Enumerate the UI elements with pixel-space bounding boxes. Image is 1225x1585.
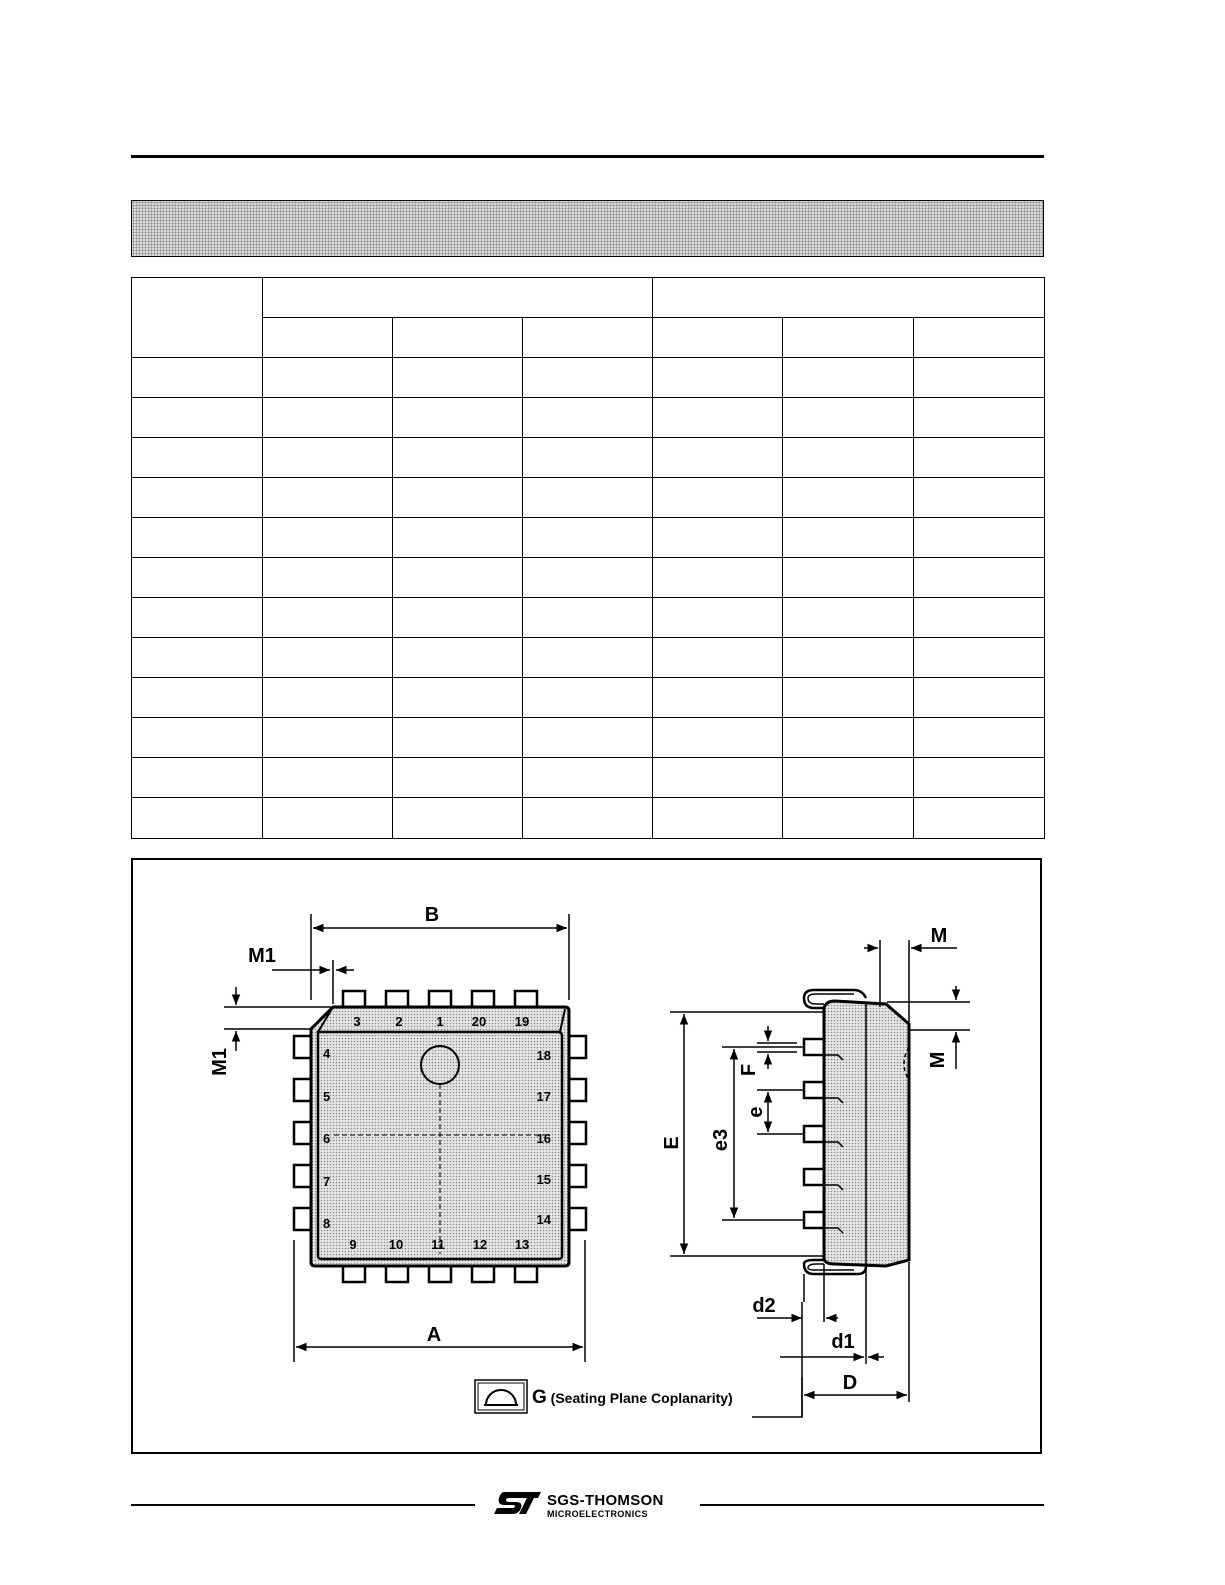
dim-label-e: e (745, 1106, 767, 1118)
top-rule (131, 155, 1044, 158)
pin-label-18: 18 (536, 1048, 551, 1063)
dim-label-D: D (842, 1372, 858, 1394)
section-header-bar (131, 200, 1044, 257)
table-row (132, 438, 1045, 478)
table-header-inch (653, 278, 1045, 318)
pin-label-13: 13 (514, 1237, 530, 1252)
pin-label-10: 10 (388, 1237, 404, 1252)
pin-label-15: 15 (536, 1172, 551, 1187)
dim-label-e3: e3 (710, 1128, 732, 1152)
coplanarity-legend (475, 1380, 733, 1413)
dim-label-B: B (424, 904, 440, 926)
table-subheader (783, 318, 914, 358)
package-drawing-svg (133, 860, 1044, 1456)
dim-label-M-top: M (930, 925, 948, 947)
table-row (132, 718, 1045, 758)
table-subheader (263, 318, 393, 358)
dim-label-A: A (426, 1324, 442, 1346)
top-view (294, 991, 586, 1282)
coplanarity-symbol: G (532, 1387, 547, 1408)
pin-label-17: 17 (536, 1089, 551, 1104)
dim-label-M1-side: M1 (209, 1048, 231, 1076)
pin-label-16: 16 (536, 1131, 551, 1146)
table-subheader (393, 318, 523, 358)
brand-name: SGS-THOMSON (547, 1492, 664, 1509)
table-row (132, 758, 1045, 798)
table-header-symbol (132, 278, 263, 358)
table-subheader (523, 318, 653, 358)
table-header-mm (263, 278, 653, 318)
pin-label-12: 12 (472, 1237, 488, 1252)
dim-label-d1: d1 (831, 1331, 855, 1353)
pin-label-3: 3 (353, 1014, 361, 1029)
pin-label-6: 6 (323, 1131, 331, 1146)
pin-label-20: 20 (471, 1014, 487, 1029)
table-subheader (914, 318, 1045, 358)
footer-rule-left (131, 1504, 475, 1506)
side-view (804, 990, 909, 1274)
dimensions-table (131, 277, 1045, 839)
pin-label-5: 5 (323, 1089, 331, 1104)
pin-label-14: 14 (536, 1212, 551, 1227)
dim-label-d2: d2 (752, 1295, 776, 1317)
table-row (132, 678, 1045, 718)
table-row (132, 638, 1045, 678)
table-row (132, 558, 1045, 598)
package-drawing (131, 858, 1042, 1454)
pin-label-4: 4 (323, 1046, 331, 1061)
footer (0, 1480, 1225, 1540)
table-row (132, 798, 1045, 839)
dim-label-M-side: M (927, 1051, 949, 1069)
coplanarity-caption: (Seating Plane Coplanarity) (546, 1390, 733, 1406)
pin-label-2: 2 (395, 1014, 403, 1029)
table-row (132, 518, 1045, 558)
dim-label-E: E (661, 1136, 683, 1150)
coplanarity-text (532, 1387, 733, 1408)
brand-subname: MICROELECTRONICS (547, 1509, 648, 1519)
pin-label-1: 1 (436, 1014, 444, 1029)
st-logo-icon (492, 1488, 542, 1518)
pin-label-9: 9 (349, 1237, 357, 1252)
table-row (132, 358, 1045, 398)
pin-label-7: 7 (323, 1174, 331, 1189)
dim-label-F: F (738, 1063, 760, 1077)
table-row (132, 478, 1045, 518)
pin-label-19: 19 (514, 1014, 530, 1029)
footer-rule-right (700, 1504, 1044, 1506)
dim-label-M1-top: M1 (248, 945, 276, 967)
pin-label-8: 8 (323, 1216, 331, 1231)
table-subheader (653, 318, 783, 358)
table-row (132, 598, 1045, 638)
table-row (132, 398, 1045, 438)
pin-label-11: 11 (431, 1237, 445, 1252)
